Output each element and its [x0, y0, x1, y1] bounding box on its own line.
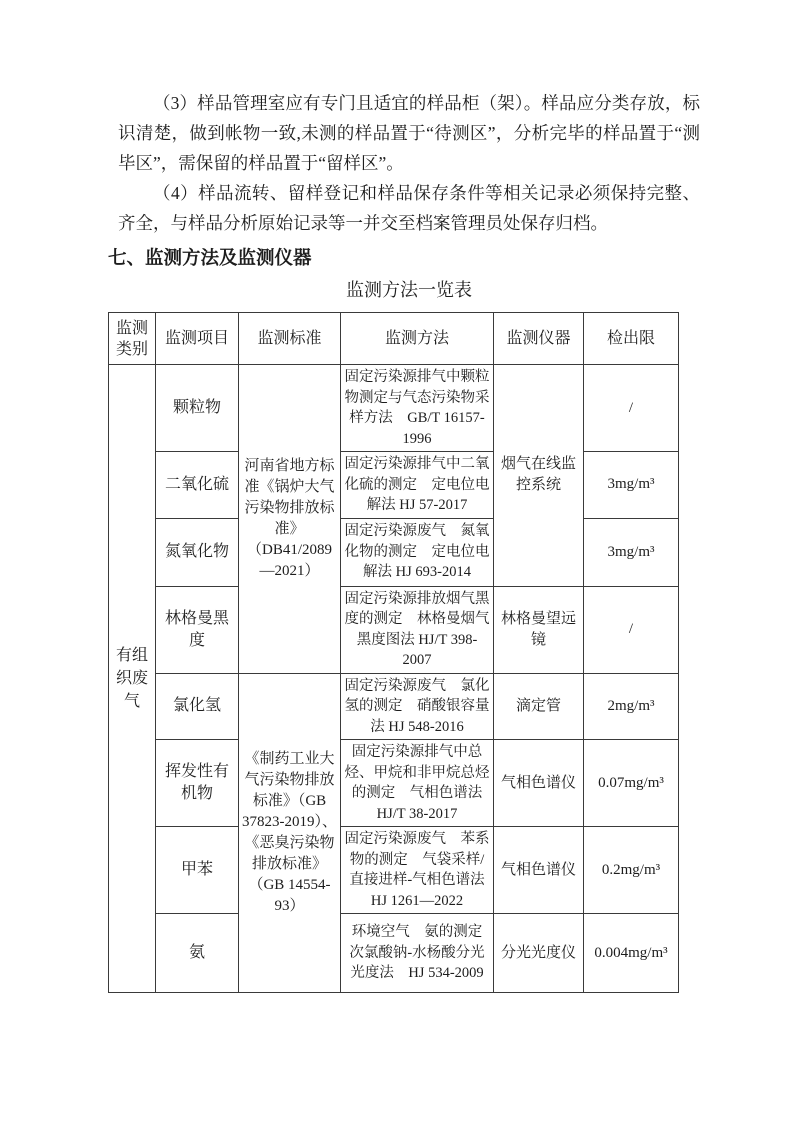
limit-cell: / — [584, 586, 679, 673]
standard-cell: 河南省地方标准《锅炉大气污染物排放标准》（DB41/2089—2021） — [239, 365, 341, 674]
table-row — [109, 518, 679, 586]
section-heading: 七、监测方法及监测仪器 — [108, 249, 312, 269]
limit-cell: 3mg/m³ — [584, 452, 679, 519]
table-row — [109, 586, 679, 673]
table-row — [109, 452, 679, 519]
instrument-cell: 林格曼望远镜 — [494, 586, 584, 673]
item-cell: 颗粒物 — [156, 365, 239, 452]
item-cell: 甲苯 — [156, 827, 239, 914]
instrument-cell: 滴定管 — [494, 673, 584, 740]
column-header-category: 监测类别 — [109, 313, 156, 365]
method-cell: 固定污染源排气中二氧化硫的测定 定电位电解法 HJ 57-2017 — [341, 452, 494, 519]
table-row — [109, 673, 679, 740]
item-cell: 挥发性有机物 — [156, 740, 239, 827]
paragraph-sample-storage: （3）样品管理室应有专门且适宜的样品柜（架）。样品应分类存放，标识清楚，做到帐物一致,未测的样品置于“待测区”，分析完毕的样品置于“测毕区”，需保留的样品置于“留样区”。 — [118, 93, 700, 173]
column-header-method: 监测方法 — [341, 313, 494, 365]
item-cell: 氨 — [156, 914, 239, 993]
limit-cell: 3mg/m³ — [584, 518, 679, 586]
method-cell: 固定污染源废气 苯系物的测定 气袋采样/直接进样-气相色谱法 HJ 1261—2022 — [341, 827, 494, 914]
method-cell: 固定污染源废气 氮氧化物的测定 定电位电解法 HJ 693-2014 — [341, 518, 494, 586]
paragraph-sample-records: （4）样品流转、留样登记和样品保存条件等相关记录必须保持完整、齐全，与样品分析原始记录等一并交至档案管理员处保存归档。 — [118, 183, 700, 233]
method-cell: 固定污染源排放烟气黑度的测定 林格曼烟气黑度图法 HJ/T 398-2007 — [341, 586, 494, 673]
limit-cell: 0.2mg/m³ — [584, 827, 679, 914]
column-header-detection-limit: 检出限 — [584, 313, 679, 365]
standard-cell: 《制药工业大气污染物排放标准》（GB 37823-2019）、《恶臭污染物排放标准》（GB 14554-93） — [239, 673, 341, 993]
instrument-cell: 分光光度仪 — [494, 914, 584, 993]
method-cell: 固定污染源废气 氯化氢的测定 硝酸银容量法 HJ 548-2016 — [341, 673, 494, 740]
table-row — [109, 827, 679, 914]
table-row — [109, 740, 679, 827]
instrument-cell: 烟气在线监控系统 — [494, 365, 584, 587]
table-caption: 监测方法一览表 — [346, 280, 472, 300]
column-header-item: 监测项目 — [156, 313, 239, 365]
column-header-instrument: 监测仪器 — [494, 313, 584, 365]
item-cell: 氮氧化物 — [156, 518, 239, 586]
limit-cell: 0.07mg/m³ — [584, 740, 679, 827]
limit-cell: / — [584, 365, 679, 452]
monitoring-methods-table — [108, 312, 679, 993]
item-cell: 氯化氢 — [156, 673, 239, 740]
method-cell: 固定污染源排气中总烃、甲烷和非甲烷总烃的测定 气相色谱法 HJ/T 38-2017 — [341, 740, 494, 827]
column-header-standard: 监测标准 — [239, 313, 341, 365]
limit-cell: 2mg/m³ — [584, 673, 679, 740]
method-cell: 环境空气 氨的测定 次氯酸钠-水杨酸分光光度法 HJ 534-2009 — [341, 914, 494, 993]
table-row — [109, 365, 679, 452]
item-cell: 二氧化硫 — [156, 452, 239, 519]
instrument-cell: 气相色谱仪 — [494, 740, 584, 827]
instrument-cell: 气相色谱仪 — [494, 827, 584, 914]
item-cell: 林格曼黑度 — [156, 586, 239, 673]
table-header-row — [109, 313, 679, 365]
method-cell: 固定污染源排气中颗粒物测定与气态污染物采样方法 GB/T 16157-1996 — [341, 365, 494, 452]
limit-cell: 0.004mg/m³ — [584, 914, 679, 993]
category-cell: 有组织废气 — [109, 365, 156, 993]
table-row — [109, 914, 679, 993]
